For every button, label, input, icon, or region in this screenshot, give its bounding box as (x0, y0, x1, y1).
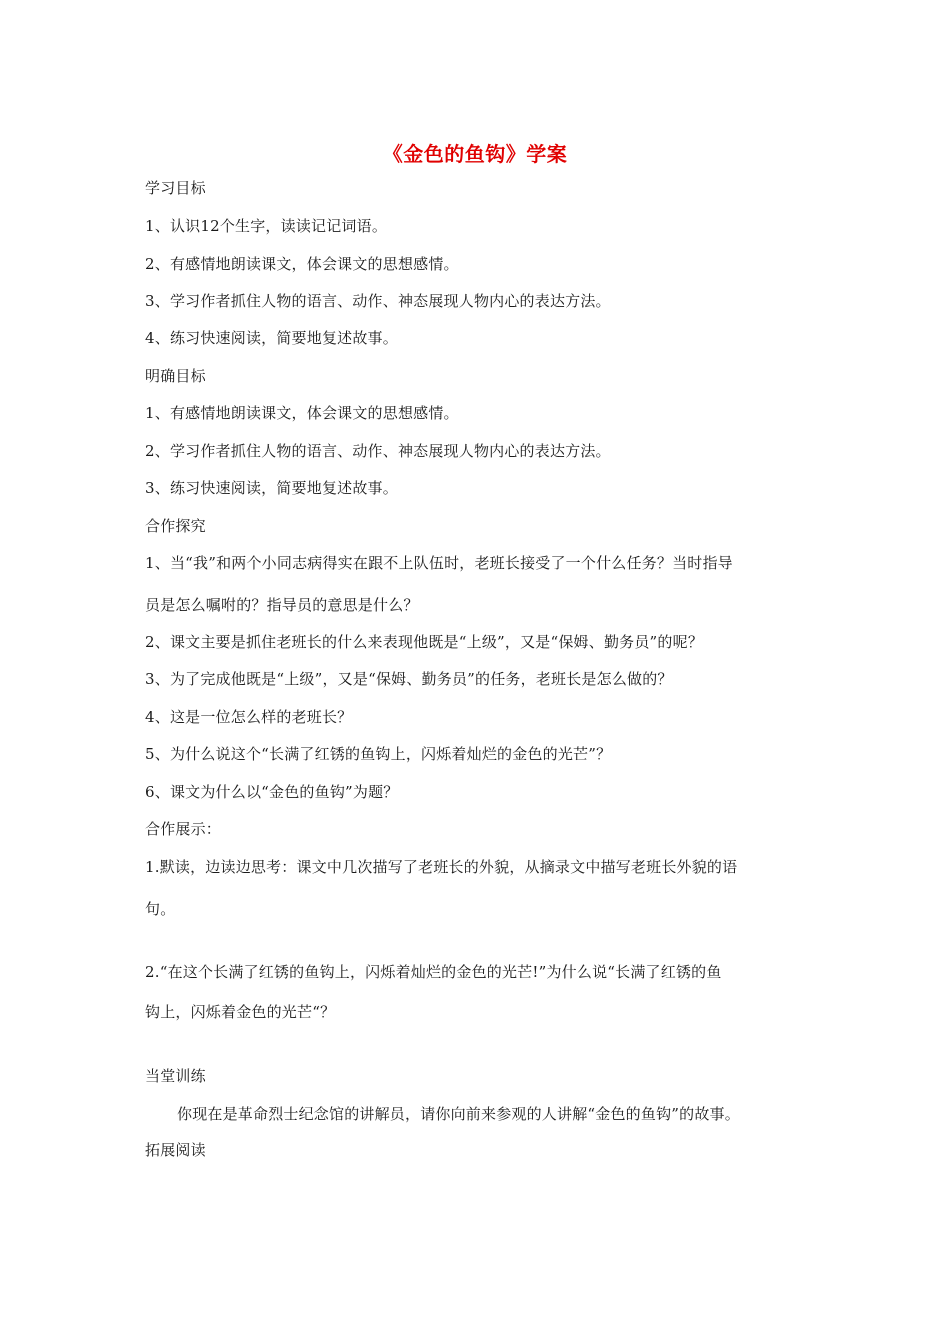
section-heading-class-practice: 当堂训练 (145, 1067, 206, 1085)
display-task-continued: 钩上，闪烁着金色的光芒“？ (145, 1003, 336, 1021)
inquiry-question: 1、当“我”和两个小同志病得实在跟不上队伍时，老班长接受了一个什么任务？当时指导 (145, 554, 733, 572)
goal-item: 4、练习快速阅读，简要地复述故事。 (145, 329, 398, 347)
section-heading-clear-goals: 明确目标 (145, 367, 206, 385)
section-heading-extended-reading: 拓展阅读 (145, 1141, 206, 1159)
goal-item: 2、有感情地朗读课文，体会课文的思想感情。 (145, 255, 459, 273)
section-heading-cooperative-display: 合作展示： (145, 820, 222, 838)
clear-goal-item: 3、练习快速阅读，简要地复述故事。 (145, 479, 398, 497)
section-heading-learning-goals: 学习目标 (145, 179, 206, 197)
practice-task: 你现在是革命烈士纪念馆的讲解员，请你向前来参观的人讲解“金色的鱼钩”的故事。 (177, 1105, 740, 1123)
goal-item: 1、认识12个生字，读读记记词语。 (145, 217, 388, 235)
inquiry-question: 4、这是一位怎么样的老班长？ (145, 708, 353, 726)
inquiry-question: 6、课文为什么以“金色的鱼钩”为题？ (145, 783, 399, 801)
display-task-continued: 句。 (145, 900, 176, 918)
clear-goal-item: 1、有感情地朗读课文，体会课文的思想感情。 (145, 404, 459, 422)
goal-item: 3、学习作者抓住人物的语言、动作、神态展现人物内心的表达方法。 (145, 292, 611, 310)
inquiry-question: 3、为了完成他既是“上级”，又是“保姆、勤务员”的任务，老班长是怎么做的？ (145, 670, 673, 688)
clear-goal-item: 2、学习作者抓住人物的语言、动作、神态展现人物内心的表达方法。 (145, 442, 611, 460)
document-title: 《金色的鱼钩》学案 (382, 142, 568, 166)
inquiry-question-continued: 员是怎么嘱咐的？指导员的意思是什么？ (145, 596, 419, 614)
display-task: 1.默读，边读边思考：课文中几次描写了老班长的外貌，从摘录文中描写老班长外貌的语 (145, 858, 738, 876)
inquiry-question: 5、为什么说这个“长满了红锈的鱼钩上，闪烁着灿烂的金色的光芒”？ (145, 745, 612, 763)
display-task: 2.“在这个长满了红锈的鱼钩上，闪烁着灿烂的金色的光芒!”为什么说“长满了红锈的鱼 (145, 963, 722, 981)
inquiry-question: 2、课文主要是抓住老班长的什么来表现他既是“上级”，又是“保姆、勤务员”的呢？ (145, 633, 704, 651)
section-heading-cooperative-inquiry: 合作探究 (145, 517, 206, 535)
